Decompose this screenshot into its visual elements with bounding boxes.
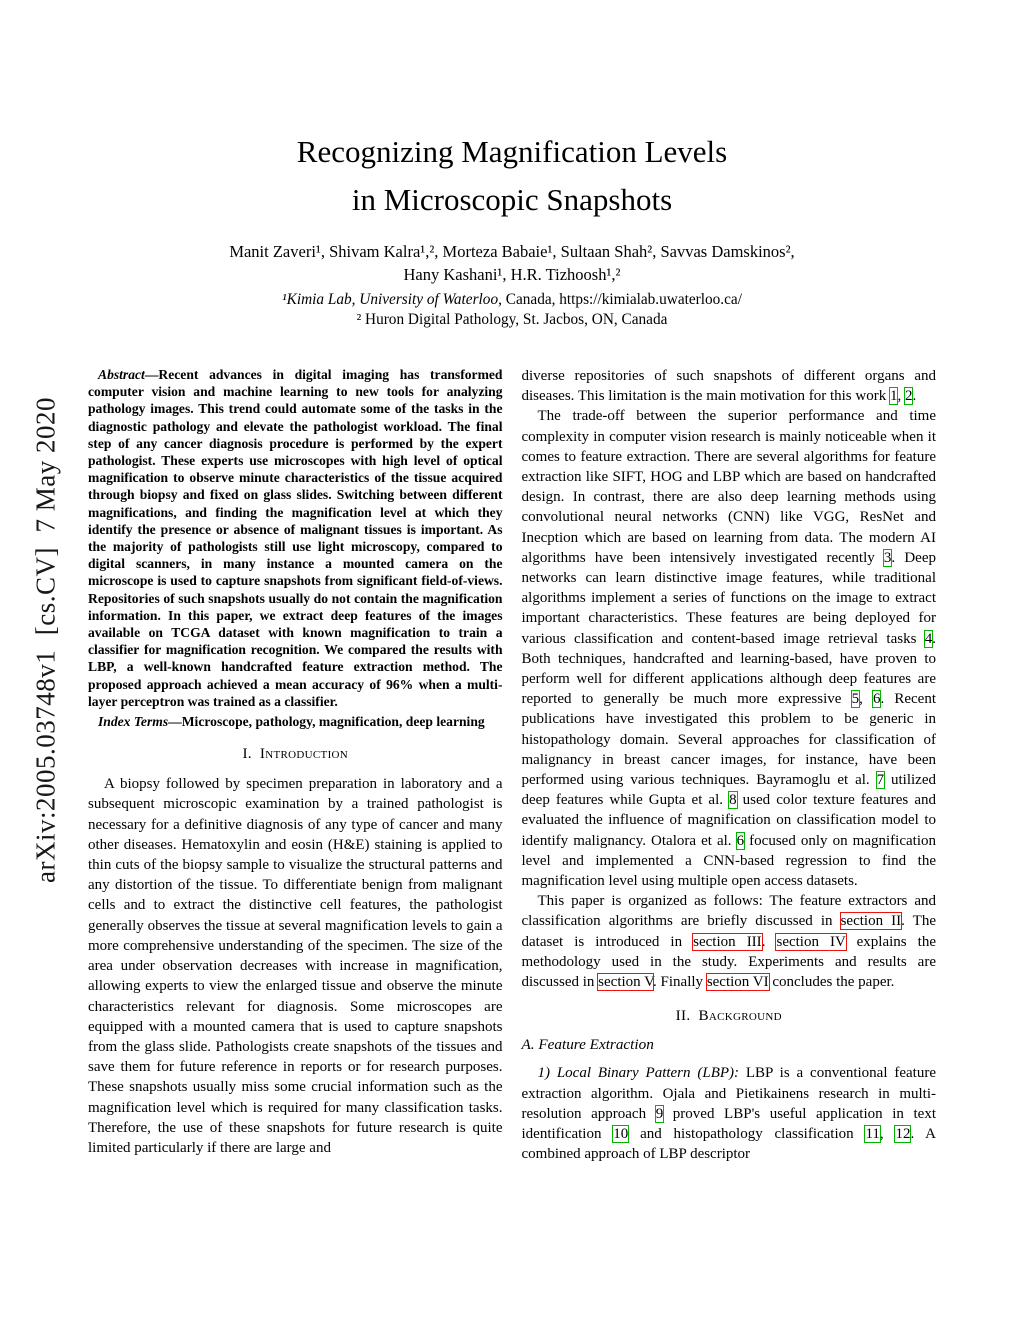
section-2-title: Background (698, 1007, 782, 1025)
index-terms-text: —Microscope, pathology, magnification, deep learning (168, 714, 485, 730)
section-ref-link[interactable]: section VI (706, 974, 769, 991)
affiliation-2: ² Huron Digital Pathology, St. Jacbos, ON, Canada (356, 311, 668, 328)
abstract-lead: Abstract (98, 367, 145, 382)
section-ref-link[interactable]: section II (840, 913, 902, 930)
citation-link[interactable]: 11 (865, 1125, 880, 1142)
continuation-paragraph: diverse repositories of such snapshots of different organs and diseases. This limitation is the main motivation for this work 1, 2. (521, 368, 936, 405)
authors-line-2: Hany Kashani¹, H.R. Tizhoosh¹,² (403, 265, 621, 284)
paper-title-line-1: Recognizing Magnification Levels (296, 134, 728, 169)
paper-title-line-2: in Microscopic Snapshots (351, 182, 673, 217)
section-heading-background (522, 1007, 937, 1025)
citation-link[interactable]: 6 (736, 832, 745, 849)
section-1-title: Introduction (259, 745, 349, 763)
authors-block (0, 240, 1024, 286)
organization-paragraph: This paper is organized as follows: The feature extractors and classification algorithms are briefly discussed in section II. The dataset is introduced in section III. section IV explains the methodology used in the study. Experiments and results are discussed in section V. Finally section VI concludes the paper. (521, 893, 936, 991)
section-ref-link[interactable]: section IV (776, 933, 846, 950)
affiliations-block (0, 290, 1024, 330)
section-ref-link[interactable]: section V (598, 974, 654, 991)
arxiv-watermark: arXiv:2005.03748v1 [cs.CV] 7 May 2020 (30, 397, 61, 883)
section-2-number: II. (675, 1007, 691, 1025)
citation-link[interactable]: 2 (904, 388, 913, 405)
citation-link[interactable]: 5 (851, 691, 860, 708)
subsection-feature-extraction: A. Feature Extraction (521, 1036, 654, 1054)
section-ref-link[interactable]: section III (693, 933, 762, 950)
abstract-paragraph (88, 366, 503, 710)
lbp-lead: 1) Local Binary Pattern (LBP): (537, 1065, 740, 1082)
abstract-text: —Recent advances in digital imaging has transformed computer vision and machine learning to new tools for analyzing pathology images. This trend could automate some of the tasks in the diagnostic pathology and elevate the pathologist workload. The final step of any cancer diagnosis procedure is performed by the expert pathologist. These experts use microscopes with high level of optical magnification to observe minute characteristics of the tissue acquired through biopsy and fixed on glass slides. Switching between different magnifications, and finding the magnification level at which they identify the presence or absence of malignant tissues is important. As the majority of pathologists still use light microscopy, compared to digital scanners, in many instance a mounted camera on the microscope is used to capture snapshots from significant field-of-views. Repositories of such snapshots usually do not contain the magnification information. In this paper, we extract deep features of the images available on TCGA dataset with known magnification to train a classifier for magnification recognition. We compared the results with LBP, a well-known handcrafted feature extraction method. The proposed approach achieved a mean accuracy of 96% when a multi-layer perceptron was trained as a classifier. (88, 367, 503, 709)
citation-link[interactable]: 9 (655, 1105, 664, 1122)
paper-title (0, 128, 1024, 224)
citation-link[interactable]: 12 (895, 1125, 911, 1142)
index-terms-paragraph (88, 713, 503, 730)
citation-link[interactable]: 8 (729, 792, 737, 809)
citation-link[interactable]: 3 (883, 549, 892, 566)
affiliation-1-name: ¹Kimia Lab, University of Waterloo (282, 291, 499, 308)
citation-link[interactable]: 7 (876, 772, 885, 789)
two-column-body (88, 366, 936, 1164)
lbp-text: LBP is a conventional feature extraction algorithm. Ojala and Pietikainens research in multi-resolution approach 9 proved LBP's useful application in text identification 10 and histopathology classification 11, 12. A combined approach of LBP descriptor (521, 1065, 936, 1163)
citation-link[interactable]: 10 (613, 1125, 629, 1142)
affiliation-1 (0, 290, 1024, 310)
kimia-lab-url[interactable]: https://kimialab.uwaterloo.ca/ (559, 291, 742, 308)
intro-paragraph: A biopsy followed by specimen preparation in laboratory and a subsequent microscopic examination by a trained pathologist is necessary for a definitive diagnosis of any type of cancer and many other diseases. Hematoxylin and eosin (H&E) staining is applied to thin cuts of the biopsy sample to visualize the structural patterns and any distortion of the tissue. To differentiate benign from malignant cells and to extract the distinctive cell features, the pathologist generally observes the tissue at several magnification levels to gain a more comprehensive understanding of the specimen. The size of the area under observation decreases with increase in magnification, allowing experts to view the enlarged tissue and observe the minute characteristics relevant for diagnosis. Some microscopes are equipped with a mounted camera that is used to capture snapshots from the glass slide. Pathologists create snapshots of the tissues and save them for future reference in reports or for research purposes. These snapshots usually miss some crucial information such as the magnification level which is required for many classification tasks. Therefore, the use of these snapshots for future research is quite limited particularly if there are large and (88, 776, 503, 1156)
citation-link[interactable]: 1 (889, 388, 898, 405)
authors-line-1: Manit Zaveri¹, Shivam Kalra¹,², Morteza Babaie¹, Sultaan Shah², Savvas Damskinos², (229, 242, 795, 261)
paper-header (0, 128, 1024, 330)
right-column (522, 366, 937, 1164)
citation-link[interactable]: 4 (924, 630, 933, 647)
section-heading-introduction (88, 745, 503, 763)
index-terms-lead: Index Terms (98, 714, 169, 730)
section-1-number: I. (242, 745, 252, 763)
lbp-paragraph (522, 1063, 937, 1164)
left-column (88, 366, 503, 1164)
affiliation-1-mid: , Canada, (498, 291, 560, 308)
citation-link[interactable]: 6 (872, 691, 881, 708)
tradeoff-paragraph: The trade-off between the superior performance and time complexity in computer vision research is mainly noticeable when it comes to feature extraction. There are several algorithms for feature extraction like SIFT, HOG and LBP which are based on handcrafted design. In contrast, there are also deep learning methods using convolutional neural networks (CNN) like VGG, ResNet and Inecption which are based on learning from data. The modern AI algorithms have been intensively investigated recently 3. Deep networks can learn distinctive image features, while traditional algorithms implement a series of functions on the image to extract important characteristics. These features are being deployed for various classification and content-based image retrieval tasks 4. Both techniques, handcrafted and learning-based, have proven to perform well for different applications although deep features are reported to generally be much more expressive 5, 6. Recent publications have investigated this problem to be generic in histopathology domain. Several approaches for classification of malignancy in breast cancer images, for instance, have been performed using various techniques. Bayramoglu et al. 7 utilized deep features while Gupta et al. 8 used color texture features and evaluated the influence of magnification on classification model to identify malignancy. Otalora et al. 6 focused only on magnification level and implemented a CNN-based regression to find the magnification level using multiple open access datasets. (521, 408, 937, 890)
